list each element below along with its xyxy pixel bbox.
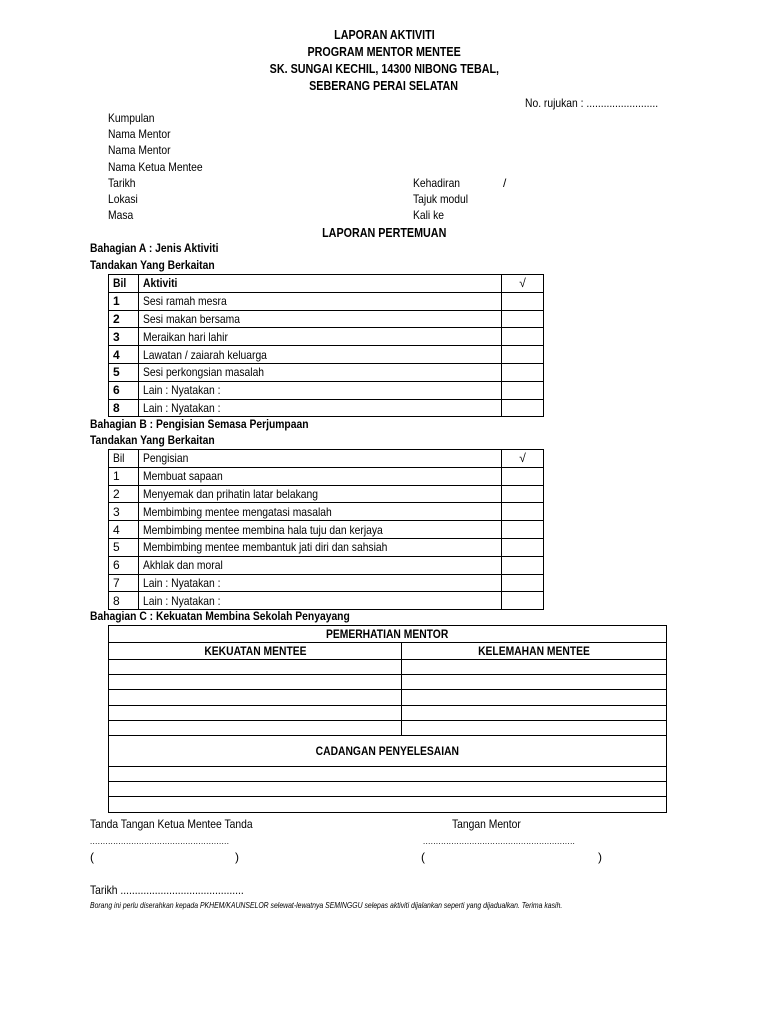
row-bil: 2 bbox=[109, 485, 139, 503]
tick-cell[interactable] bbox=[502, 292, 544, 310]
tick-cell[interactable] bbox=[502, 346, 544, 364]
tick-cell[interactable] bbox=[502, 363, 544, 381]
strength-line[interactable] bbox=[109, 690, 402, 705]
title-line-1: LAPORAN AKTIVITI bbox=[333, 28, 435, 42]
section-a-title: Bahagian A : Jenis Aktiviti bbox=[90, 241, 219, 255]
suggestion-line[interactable] bbox=[109, 797, 667, 812]
kehadiran-slash: / bbox=[503, 176, 507, 190]
table-row bbox=[109, 485, 544, 503]
meeting-title: LAPORAN PERTEMUAN bbox=[321, 226, 447, 240]
row-bil: 8 bbox=[109, 399, 139, 417]
label-kumpulan: Kumpulan bbox=[108, 111, 155, 125]
column-header-tick: √ bbox=[502, 450, 544, 468]
tick-cell[interactable] bbox=[502, 503, 544, 521]
row-content: Membimbing mentee membina hala tuju dan kerjaya bbox=[139, 521, 502, 539]
weakness-line[interactable] bbox=[402, 705, 667, 720]
strength-line[interactable] bbox=[109, 720, 402, 735]
label-tarikh: Tarikh bbox=[108, 176, 136, 190]
table-row bbox=[109, 574, 544, 592]
column-header-pengisian: Pengisian bbox=[139, 450, 502, 468]
row-activity: Meraikan hari lahir bbox=[139, 328, 502, 346]
tick-cell[interactable] bbox=[502, 574, 544, 592]
tick-cell[interactable] bbox=[502, 485, 544, 503]
strength-line[interactable] bbox=[109, 675, 402, 690]
signature-left-label: Tanda Tangan Ketua Mentee Tanda bbox=[90, 817, 253, 831]
row-bil: 4 bbox=[109, 346, 139, 364]
strength-line[interactable] bbox=[109, 705, 402, 720]
table-row bbox=[109, 381, 544, 399]
footer-note: Borang ini perlu diserahkan kepada PKHEM/KAUNSELOR selewat-lewatnya SEMINGGU selepas aktiviti dijalankan seperti yang dijadualkan. Terima kasih. bbox=[90, 900, 563, 910]
table-row bbox=[109, 399, 544, 417]
section-c-title: Bahagian C : Kekuatan Membina Sekolah Penyayang bbox=[90, 609, 350, 623]
table-row bbox=[109, 310, 544, 328]
row-bil: 5 bbox=[109, 363, 139, 381]
row-bil: 3 bbox=[109, 503, 139, 521]
table-row bbox=[109, 363, 544, 381]
table-row bbox=[109, 556, 544, 574]
tick-cell[interactable] bbox=[502, 467, 544, 485]
strength-header: KEKUATAN MENTEE bbox=[109, 643, 402, 660]
label-nama-mentor-1: Nama Mentor bbox=[108, 127, 171, 141]
date-line[interactable]: Tarikh ........................................... bbox=[90, 883, 244, 897]
title-line-4: SEBERANG PERAI SELATAN bbox=[309, 79, 459, 93]
suggestion-line[interactable] bbox=[109, 782, 667, 797]
row-content: Membuat sapaan bbox=[139, 467, 502, 485]
section-b-title: Bahagian B : Pengisian Semasa Perjumpaan bbox=[90, 417, 309, 431]
table-row bbox=[109, 521, 544, 539]
row-bil: 5 bbox=[109, 538, 139, 556]
tick-cell[interactable] bbox=[502, 399, 544, 417]
row-activity: Sesi makan bersama bbox=[139, 310, 502, 328]
label-kehadiran: Kehadiran bbox=[413, 176, 461, 190]
table-header-row bbox=[109, 450, 544, 468]
row-bil: 1 bbox=[109, 292, 139, 310]
table-row bbox=[109, 538, 544, 556]
label-nama-mentor-2: Nama Mentor bbox=[108, 143, 171, 157]
signature-right-line[interactable]: ........................................................... bbox=[423, 836, 576, 846]
table-row bbox=[109, 503, 544, 521]
row-content: Membimbing mentee mengatasi masalah bbox=[139, 503, 502, 521]
title-line-2: PROGRAM MENTOR MENTEE bbox=[307, 45, 461, 59]
row-bil: 8 bbox=[109, 592, 139, 610]
column-header-aktiviti: Aktiviti bbox=[139, 275, 502, 293]
section-a-table bbox=[108, 274, 544, 417]
table-row bbox=[109, 467, 544, 485]
section-a-subtitle: Tandakan Yang Berkaitan bbox=[90, 258, 215, 272]
column-header-bil: Bil bbox=[109, 450, 139, 468]
weakness-line[interactable] bbox=[402, 675, 667, 690]
tick-cell[interactable] bbox=[502, 521, 544, 539]
row-bil: 6 bbox=[109, 381, 139, 399]
weakness-line[interactable] bbox=[402, 690, 667, 705]
label-kali-ke: Kali ke bbox=[413, 208, 444, 222]
table-row bbox=[109, 328, 544, 346]
row-bil: 3 bbox=[109, 328, 139, 346]
tick-cell[interactable] bbox=[502, 556, 544, 574]
row-content: Lain : Nyatakan : bbox=[139, 574, 502, 592]
column-header-tick: √ bbox=[502, 275, 544, 293]
signature-left-paren-open: ( bbox=[90, 850, 94, 864]
section-b-subtitle: Tandakan Yang Berkaitan bbox=[90, 433, 215, 447]
suggestion-line[interactable] bbox=[109, 766, 667, 781]
title-line-3: SK. SUNGAI KECHIL, 14300 NIBONG TEBAL, bbox=[269, 62, 499, 76]
weakness-line[interactable] bbox=[402, 660, 667, 675]
table-header-row bbox=[109, 275, 544, 293]
suggestion-header: CADANGAN PENYELESAIAN bbox=[109, 735, 667, 766]
row-bil: 6 bbox=[109, 556, 139, 574]
tick-cell[interactable] bbox=[502, 381, 544, 399]
tick-cell[interactable] bbox=[502, 538, 544, 556]
table-row bbox=[109, 292, 544, 310]
strength-line[interactable] bbox=[109, 660, 402, 675]
table-row bbox=[109, 592, 544, 610]
signature-right-label: Tangan Mentor bbox=[452, 817, 521, 831]
row-bil: 1 bbox=[109, 467, 139, 485]
table-row bbox=[109, 346, 544, 364]
signature-right-paren-open: ( bbox=[421, 850, 425, 864]
label-tajuk-modul: Tajuk modul bbox=[413, 192, 469, 206]
label-lokasi: Lokasi bbox=[108, 192, 138, 206]
signature-right-paren-close: ) bbox=[598, 850, 602, 864]
label-nama-ketua-mentee: Nama Ketua Mentee bbox=[108, 160, 203, 174]
weakness-header: KELEMAHAN MENTEE bbox=[402, 643, 667, 660]
section-b-table bbox=[108, 449, 544, 610]
signature-left-line[interactable]: ...................................................... bbox=[90, 836, 230, 846]
column-header-bil: Bil bbox=[109, 275, 139, 293]
tick-cell[interactable] bbox=[502, 592, 544, 610]
tick-cell[interactable] bbox=[502, 328, 544, 346]
reference-number: No. rujukan : ......................... bbox=[525, 96, 659, 110]
row-activity: Sesi perkongsian masalah bbox=[139, 363, 502, 381]
row-activity: Lawatan / zaiarah keluarga bbox=[139, 346, 502, 364]
section-c-table bbox=[108, 625, 667, 813]
tick-cell[interactable] bbox=[502, 310, 544, 328]
row-bil: 4 bbox=[109, 521, 139, 539]
row-bil: 2 bbox=[109, 310, 139, 328]
weakness-line[interactable] bbox=[402, 720, 667, 735]
row-content: Lain : Nyatakan : bbox=[139, 592, 502, 610]
label-masa: Masa bbox=[108, 208, 134, 222]
row-activity: Lain : Nyatakan : bbox=[139, 399, 502, 417]
observation-header: PEMERHATIAN MENTOR bbox=[109, 626, 667, 643]
signature-left-paren-close: ) bbox=[235, 850, 239, 864]
row-bil: 7 bbox=[109, 574, 139, 592]
row-content: Menyemak dan prihatin latar belakang bbox=[139, 485, 502, 503]
row-content: Akhlak dan moral bbox=[139, 556, 502, 574]
row-activity: Lain : Nyatakan : bbox=[139, 381, 502, 399]
row-activity: Sesi ramah mesra bbox=[139, 292, 502, 310]
row-content: Membimbing mentee membantuk jati diri dan sahsiah bbox=[139, 538, 502, 556]
